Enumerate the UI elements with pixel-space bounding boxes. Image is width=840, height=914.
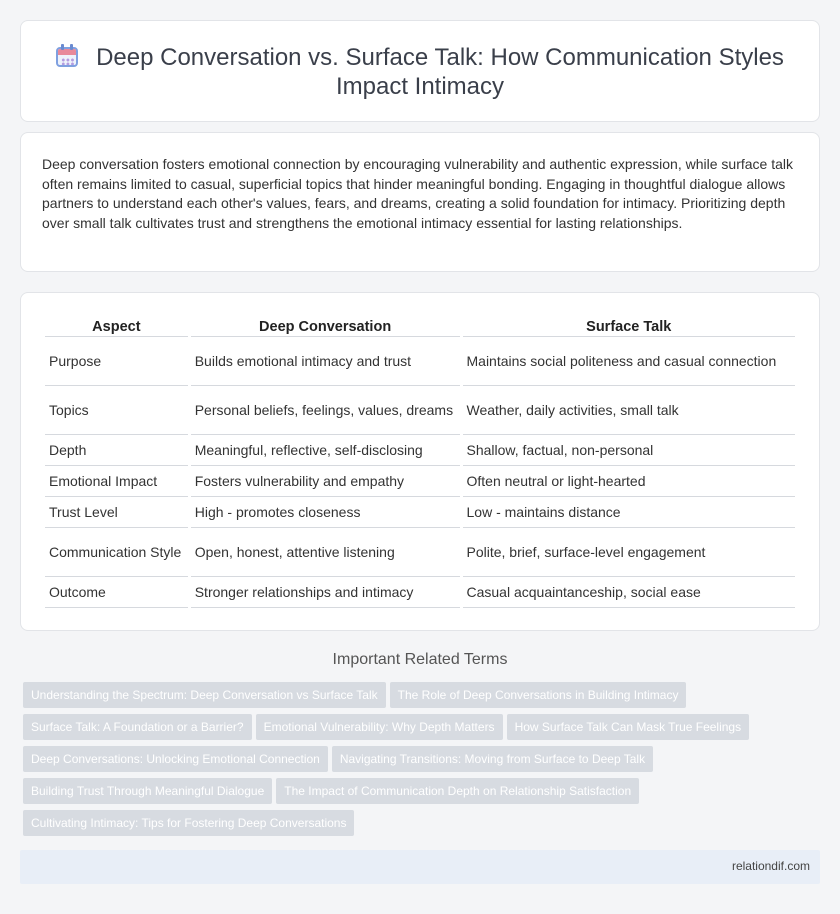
related-term-link[interactable]: Navigating Transitions: Moving from Surface to Deep Talk (332, 746, 653, 772)
cell-aspect: Trust Level (45, 497, 188, 528)
table-row (45, 466, 795, 497)
intro-card (20, 132, 820, 272)
footer-site-name: relationdif.com (731, 859, 810, 873)
page-title-line2: Impact Intimacy (335, 73, 505, 100)
cell-aspect: Communication Style (45, 528, 188, 577)
header-surface-talk: Surface Talk (463, 315, 796, 337)
cell-aspect: Emotional Impact (45, 466, 188, 497)
intro-paragraph: Deep conversation fosters emotional connection by encouraging vulnerability and authentic expression, while surface talk often remains limited to casual, superficial topics that hinder meaningful bonding. Engaging in thoughtful dialogue allows partners to understand each other's values, fears, and dreams, creating a solid foundation for intimacy. Prioritizing depth over small talk cultivates trust and strengthens the emotional intimacy essential for lasting relationships. (42, 156, 793, 231)
header-aspect: Aspect (45, 315, 188, 337)
related-term-link[interactable]: Surface Talk: A Foundation or a Barrier? (23, 714, 252, 740)
table-row (45, 386, 795, 435)
calendar-icon (56, 44, 78, 68)
cell-aspect: Purpose (45, 337, 188, 386)
related-term-link[interactable]: Building Trust Through Meaningful Dialogue (23, 778, 272, 804)
table-row (45, 337, 795, 386)
cell-aspect: Topics (45, 386, 188, 435)
related-term-link[interactable]: Deep Conversations: Unlocking Emotional Connection (23, 746, 328, 772)
cell-deep: Builds emotional intimacy and trust (191, 337, 460, 386)
related-terms-list (23, 682, 803, 842)
header-deep-conversation: Deep Conversation (191, 315, 460, 337)
cell-surface: Shallow, factual, non-personal (463, 435, 796, 466)
page-title-line1: Deep Conversation vs. Surface Talk: How Communication Styles (96, 44, 784, 71)
cell-surface: Weather, daily activities, small talk (463, 386, 796, 435)
cell-surface: Casual acquaintanceship, social ease (463, 577, 796, 608)
table-row (45, 497, 795, 528)
cell-surface: Maintains social politeness and casual connection (463, 337, 796, 386)
cell-aspect: Depth (45, 435, 188, 466)
related-terms-heading: Important Related Terms (332, 651, 508, 668)
related-term-link[interactable]: How Surface Talk Can Mask True Feelings (507, 714, 750, 740)
cell-deep: Open, honest, attentive listening (191, 528, 460, 577)
cell-surface: Polite, brief, surface-level engagement (463, 528, 796, 577)
cell-surface: Often neutral or light-hearted (463, 466, 796, 497)
cell-aspect: Outcome (45, 577, 188, 608)
related-term-link[interactable]: The Role of Deep Conversations in Building Intimacy (390, 682, 687, 708)
cell-deep: Personal beliefs, feelings, values, dreams (191, 386, 460, 435)
header-card (20, 20, 820, 122)
related-term-link[interactable]: Emotional Vulnerability: Why Depth Matters (256, 714, 503, 740)
comparison-card (20, 292, 820, 631)
table-row (45, 528, 795, 577)
cell-deep: Fosters vulnerability and empathy (191, 466, 460, 497)
cell-surface: Low - maintains distance (463, 497, 796, 528)
table-row (45, 435, 795, 466)
page-title (21, 43, 819, 101)
cell-deep: High - promotes closeness (191, 497, 460, 528)
cell-deep: Meaningful, reflective, self-disclosing (191, 435, 460, 466)
table-header-row (45, 315, 795, 337)
comparison-table (42, 315, 798, 608)
cell-deep: Stronger relationships and intimacy (191, 577, 460, 608)
footer (20, 850, 820, 884)
related-term-link[interactable]: Cultivating Intimacy: Tips for Fostering Deep Conversations (23, 810, 354, 836)
related-term-link[interactable]: Understanding the Spectrum: Deep Conversation vs Surface Talk (23, 682, 386, 708)
table-row (45, 577, 795, 608)
related-term-link[interactable]: The Impact of Communication Depth on Relationship Satisfaction (276, 778, 639, 804)
